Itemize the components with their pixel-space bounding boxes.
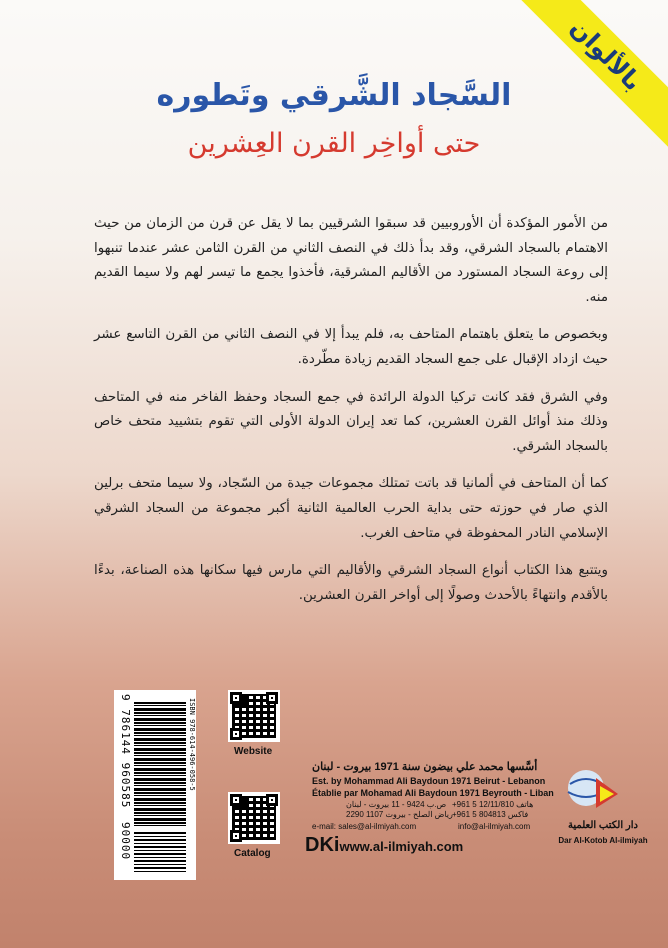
book-subtitle: حتى أواخِر القرن العِشرين — [187, 128, 481, 159]
blurb-paragraph: وبخصوص ما يتعلق باهتمام المتاحف به، فلم يبدأ إلا في النصف الثاني من القرن التاسع عشر حيث ازداد الإقبال على جمع السجاد القديم زيادة مطّردة. — [94, 327, 608, 367]
color-ribbon-label: بالألوان — [518, 0, 668, 148]
barcode-bars — [134, 702, 186, 826]
publisher-riad: رياض الصلح - بيروت 1107 2290 — [346, 810, 453, 819]
publisher-logo-arabic: دار الكتب العلمية — [568, 820, 638, 831]
publisher-phone: هاتف 12/11/810 5 961+ — [452, 800, 534, 809]
blurb-paragraph: كما أن المتاحف في ألمانيا قد باتت تمتلك مجموعات جيدة من السّجاد، ولا سيما متحف برلين الذي صار في حوزته حتى بداية الحرب العالمية الثانية أكبر مجموعة من السجاد الشرقي الإسلامي النادر المحفوظة في متاحف الغرب. — [94, 476, 608, 541]
publisher-globe-logo — [556, 764, 620, 816]
blurb-paragraph: من الأمور المؤكدة أن الأوروبيين قد سبقوا الشرقيين بما لا يقل عن قرن من الزمان من حيث الاهتمام بالسجاد الشرقي، وقد بدأ ذلك في النصف الثاني من القرن الثامن عشر عندما تنبهوا إلى روعة السجاد المستورد من الأقاليم المشرقية، فأخذوا يجمع ما تيسر لهم ولا سيما القديم منه. — [94, 216, 608, 305]
book-title: السَّجاد الشَّرقي وتَطوره — [156, 78, 512, 113]
publisher-arabic-established: أسَّسها محمد علي بيضون سنة 1971 بيروت - لبنان — [312, 761, 538, 773]
publisher-logo-english: Dar Al-Kotob Al-ilmiyah — [558, 836, 648, 845]
isbn-barcode — [114, 690, 196, 880]
website-qr-code[interactable] — [228, 690, 280, 742]
publisher-info-email[interactable]: info@al-ilmiyah.com — [458, 822, 531, 831]
isbn-text: ISBN 978-614-496-058-5 — [188, 698, 196, 791]
catalog-qr-code[interactable] — [228, 792, 280, 844]
blurb-paragraph: وفي الشرق فقد كانت تركيا الدولة الرائدة في جمع السجاد وحفظ الفاخر منه في المتاحف وذلك منذ أوائل القرن العشرين، كما تعد إيران الدولة الأولى التي تقوم بتشييد متحف خاص بالسجاد الشرقي. — [94, 389, 608, 454]
publisher-url[interactable]: www.al-ilmiyah.com — [339, 839, 464, 854]
blurb-paragraph: ويتتبع هذا الكتاب أنواع السجاد الشرقي والأقاليم التي مارس فيها سكانها هذه الصناعة، بدءًا بالأقدم وانتهاءً بالأحدث وصولًا إلى أواخر القرن العشرين. — [94, 563, 608, 603]
barcode-number: 9 786144 960585 90000 — [119, 694, 132, 861]
catalog-qr-label: Catalog — [234, 848, 271, 859]
back-cover-blurb — [94, 212, 608, 621]
dki-logo: DKi — [305, 834, 340, 856]
publisher-established-en: Est. by Mohammad Ali Baydoun 1971 Beirut - Lebanon — [312, 776, 546, 786]
publisher-fax: فاكس 804813 5 961+ — [452, 810, 529, 819]
barcode-addon-bars — [134, 832, 186, 872]
publisher-pobox: ص.ب 9424 - 11 بيروت - لبنان — [346, 800, 447, 809]
website-qr-label: Website — [234, 746, 273, 757]
publisher-established-fr: Établie par Mohamad Ali Baydoun 1971 Beyrouth - Liban — [312, 788, 554, 798]
publisher-sales-email[interactable]: e-mail: sales@al-ilmiyah.com — [312, 822, 417, 831]
publisher-web-line — [305, 834, 463, 857]
